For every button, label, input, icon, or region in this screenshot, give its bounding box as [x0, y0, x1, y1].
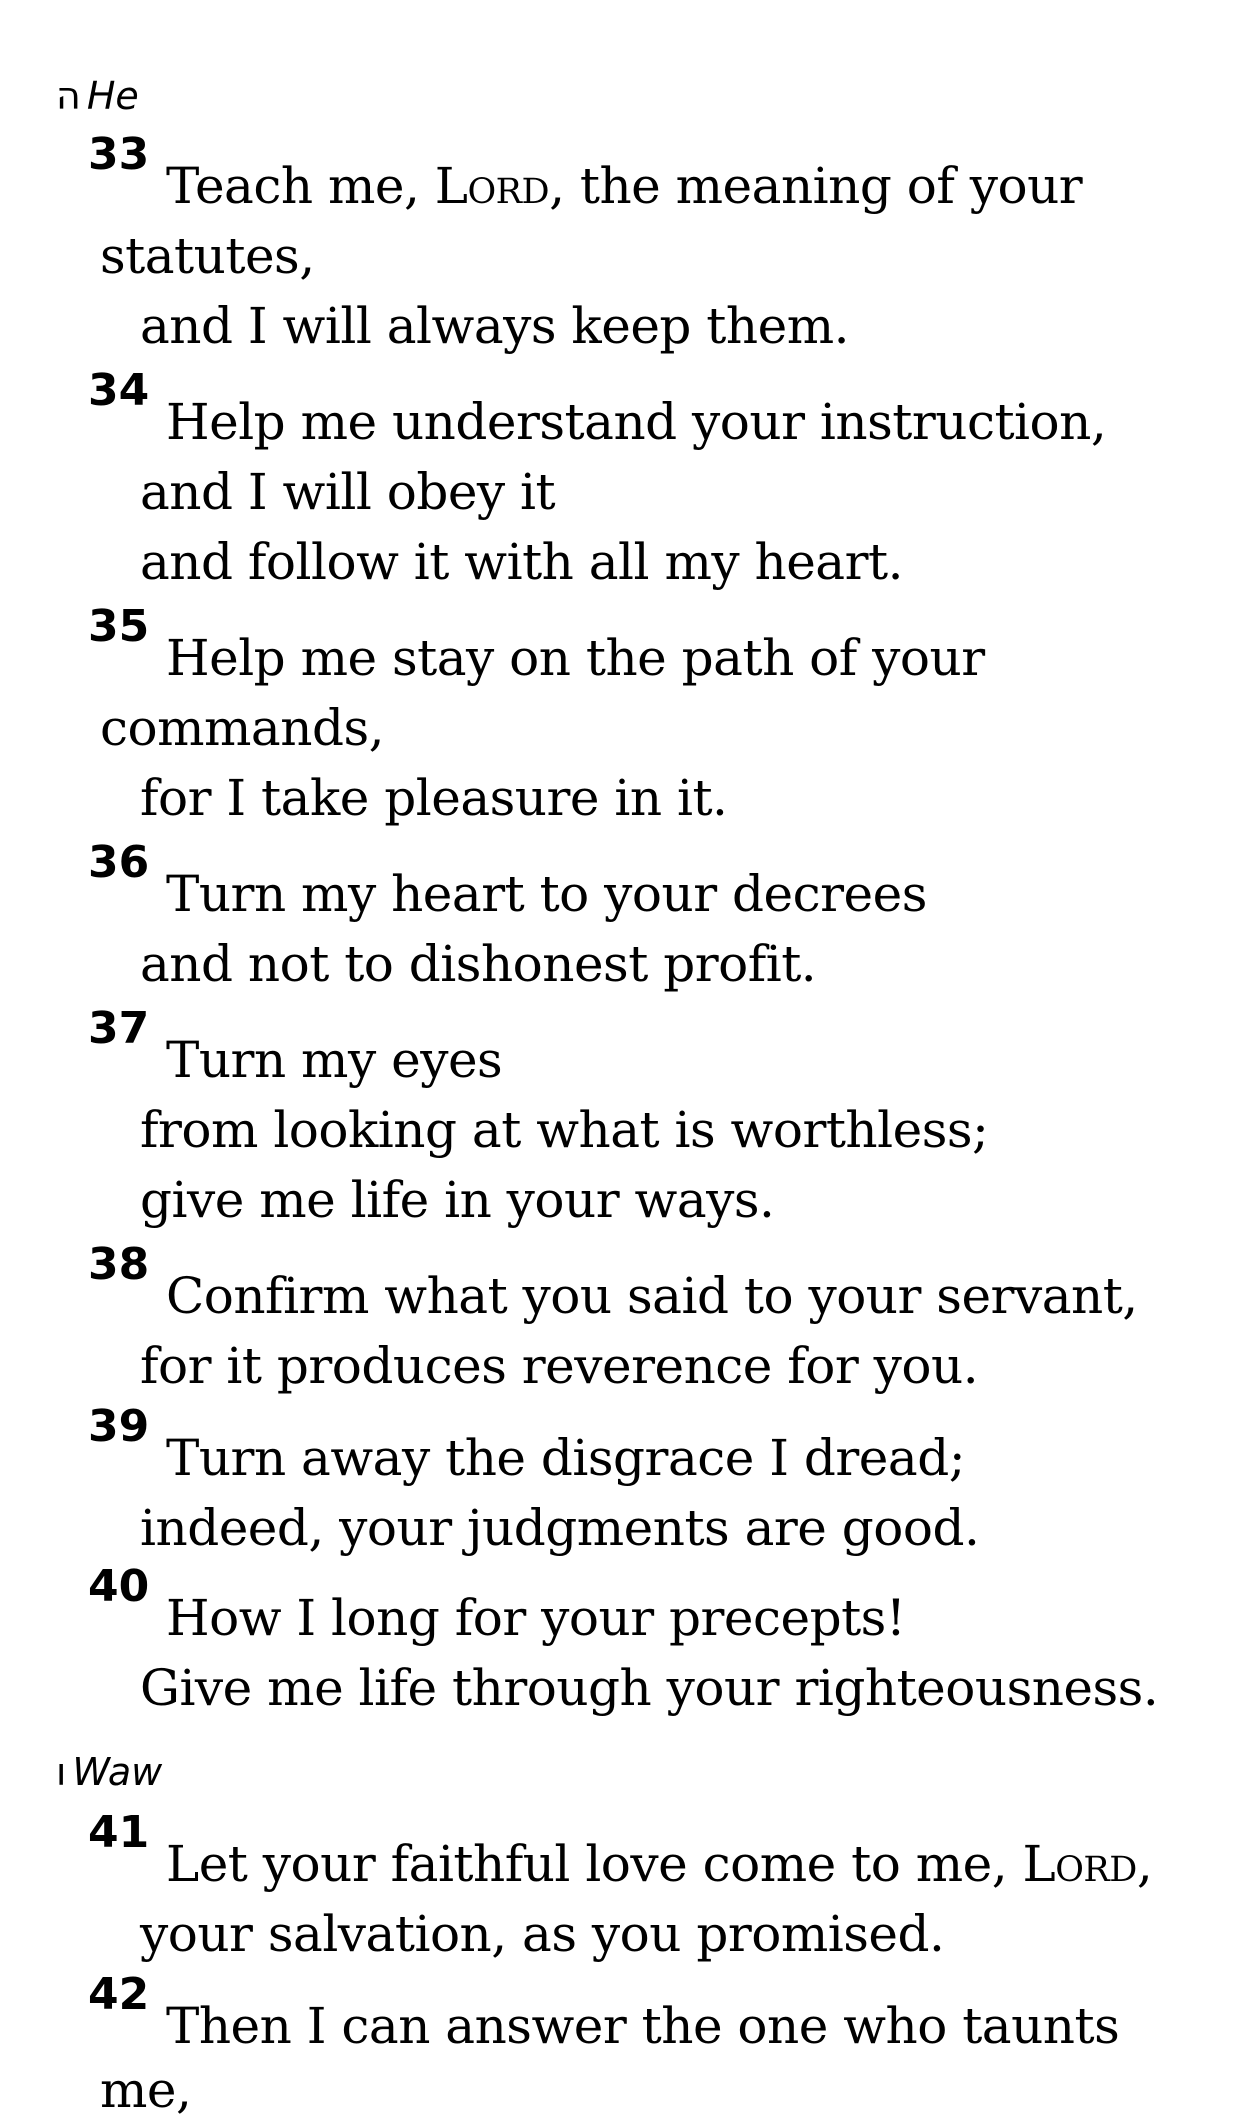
verse-line: and I will obey it — [140, 463, 556, 521]
verse-text: Teach me, — [166, 157, 435, 215]
verse-line: give me life in your ways. — [140, 1171, 775, 1229]
verse-line: me, — [100, 2061, 192, 2119]
verse-line: Help me stay on the path of your — [166, 629, 985, 687]
verse-line: for it produces reverence for you. — [140, 1337, 979, 1395]
verse-number: 40 — [88, 1561, 150, 1612]
verse-line: statutes, — [100, 227, 315, 285]
verse-line: and follow it with all my heart. — [140, 533, 903, 591]
verse-line — [166, 156, 1082, 216]
section-heading-he — [56, 74, 139, 118]
verse-number: 34 — [88, 365, 150, 416]
verse-line: from looking at what is worthless; — [140, 1101, 989, 1159]
verse-line: Turn my heart to your decrees — [166, 865, 927, 923]
verse-text: Let your faithful love come to me, — [166, 1835, 1023, 1893]
verse-number: 42 — [88, 1969, 150, 2020]
verse-line: Help me understand your instruction, — [166, 393, 1107, 451]
verse-line: and not to dishonest profit. — [140, 935, 817, 993]
verse-number: 36 — [88, 837, 150, 888]
verse-line: Give me life through your righteousness. — [140, 1659, 1159, 1717]
verse-number: 38 — [88, 1239, 150, 1290]
verse-text: , — [1136, 1835, 1153, 1893]
section-name: Waw — [72, 1750, 163, 1794]
verse-line: How I long for your precepts! — [166, 1589, 906, 1647]
verse-line: indeed, your judgments are good. — [140, 1499, 980, 1557]
verse-number: 37 — [88, 1003, 150, 1054]
verse-text: , the meaning of your — [549, 157, 1083, 215]
hebrew-letter: ו — [56, 1750, 67, 1794]
verse-number: 35 — [88, 601, 150, 652]
verse-line: for I take pleasure in it. — [140, 769, 728, 827]
verse-line: Turn my eyes — [166, 1031, 503, 1089]
verse-line: Turn away the disgrace I dread; — [166, 1429, 966, 1487]
verse-line: commands, — [100, 699, 385, 757]
verse-number: 41 — [88, 1807, 150, 1858]
verse-number: 33 — [88, 129, 150, 180]
hebrew-letter: ה — [56, 74, 81, 118]
verse-line — [166, 1834, 1152, 1894]
divine-name: Lord — [1022, 1835, 1137, 1893]
verse-line: and I will always keep them. — [140, 297, 849, 355]
verse-number: 39 — [88, 1401, 150, 1452]
verse-line: Then I can answer the one who taunts — [166, 1997, 1120, 2055]
divine-name: Lord — [434, 157, 550, 215]
section-heading-waw — [56, 1750, 162, 1794]
section-name: He — [86, 74, 139, 118]
verse-line: Confirm what you said to your servant, — [166, 1267, 1138, 1325]
verse-line: your salvation, as you promised. — [140, 1905, 945, 1963]
